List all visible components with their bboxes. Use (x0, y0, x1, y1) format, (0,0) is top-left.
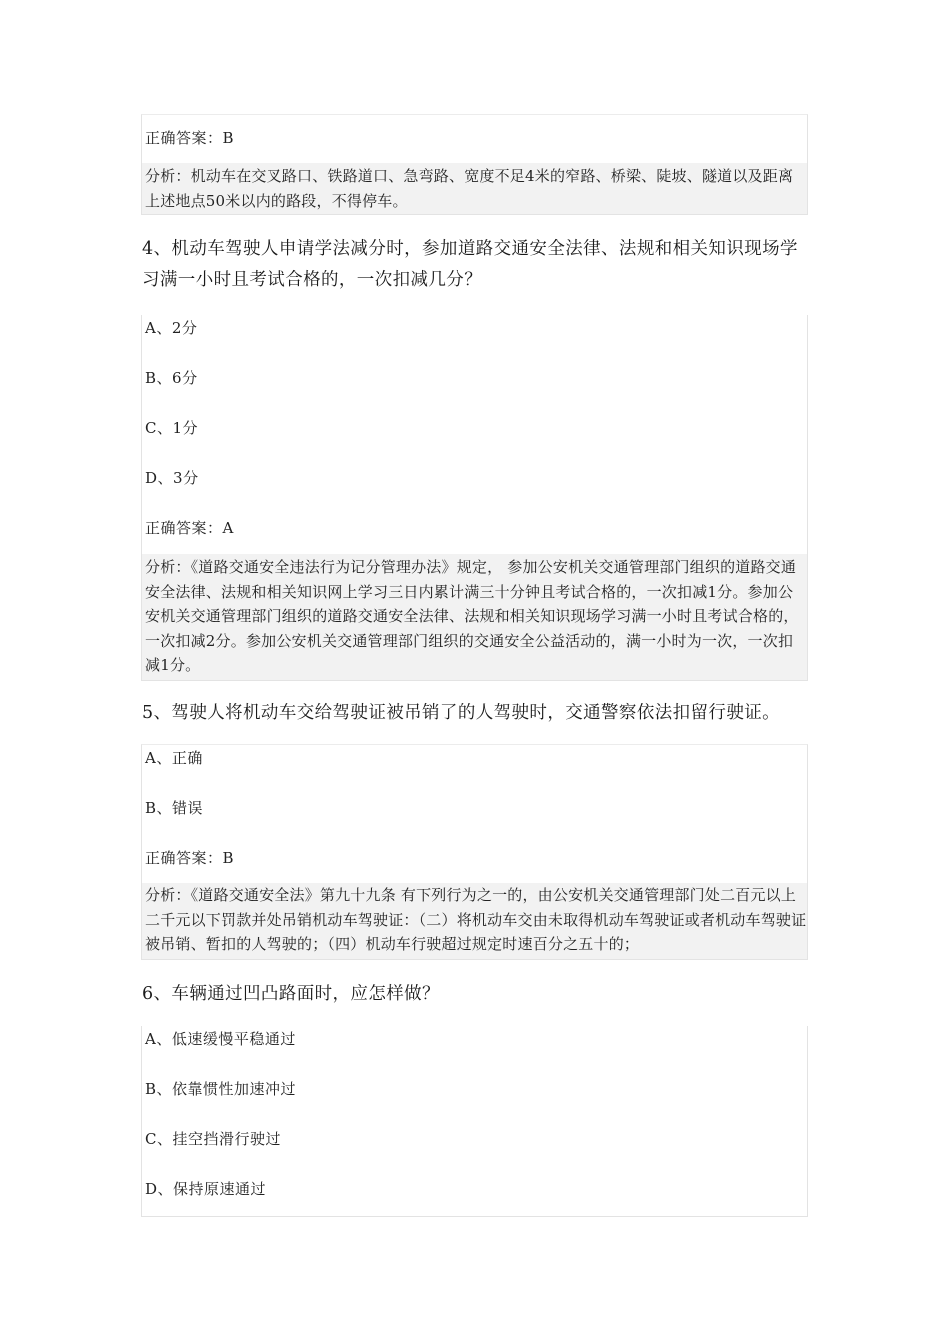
q4-analysis: 分析：《道路交通安全违法行为记分管理办法》规定， 参加公安机关交通管理部门组织的道路交通安全法律、法规和相关知识网上学习三日内累计满三十分钟且考试合格的，一次扣减1分。参加公安机关交通管理部门组织的道路交通安全法律、法规和相关知识现场学习满一小时且考试合格的，一次扣减2分。参加公安机关交通管理部门组织的交通安全公益活动的，满一小时为一次，一次扣减1分。 (142, 554, 807, 680)
q4-options-box (141, 315, 808, 681)
q5-correct-answer: 正确答案：B (145, 849, 235, 867)
q6-option-c[interactable]: C、挂空挡滑行驶过 (145, 1130, 281, 1148)
q5-option-b[interactable]: B、错误 (145, 799, 204, 817)
q3-correct-answer: 正确答案：B (145, 129, 235, 147)
q4-title: 4、机动车驾驶人申请学法减分时，参加道路交通安全法律、法规和相关知识现场学习满一小时且考试合格的，一次扣减几分？ (142, 239, 798, 290)
q4-correct-answer: 正确答案：A (145, 519, 234, 537)
q6-title: 6、车辆通过凹凸路面时，应怎样做？ (142, 984, 440, 1004)
q6-option-d[interactable]: D、保持原速通过 (145, 1180, 267, 1198)
q5-options-box (141, 744, 808, 960)
q6-option-a[interactable]: A、低速缓慢平稳通过 (145, 1030, 296, 1048)
q4-option-c[interactable]: C、1分 (145, 419, 199, 437)
q3-answer-box (141, 114, 808, 215)
q6-options-box (141, 1026, 808, 1217)
q6-option-b[interactable]: B、依靠惯性加速冲过 (145, 1080, 297, 1098)
q5-title: 5、驾驶人将机动车交给驾驶证被吊销了的人驾驶时，交通警察依法扣留行驶证。 (142, 703, 781, 723)
q4-option-d[interactable]: D、3分 (145, 469, 199, 487)
q3-analysis: 分析：机动车在交叉路口、铁路道口、急弯路、宽度不足4米的窄路、桥梁、陡坡、隧道以及距离上述地点50米以内的路段，不得停车。 (142, 163, 807, 214)
q4-option-b[interactable]: B、6分 (145, 369, 198, 387)
q5-option-a[interactable]: A、正确 (145, 749, 203, 767)
q5-analysis: 分析：《道路交通安全法》第九十九条 有下列行为之一的，由公安机关交通管理部门处二百元以上二千元以下罚款并处吊销机动车驾驶证：（二）将机动车交由未取得机动车驾驶证或者机动车驾驶证被吊销、暂扣的人驾驶的；（四）机动车行驶超过规定时速百分之五十的； (142, 883, 807, 959)
q4-option-a[interactable]: A、2分 (145, 319, 198, 337)
